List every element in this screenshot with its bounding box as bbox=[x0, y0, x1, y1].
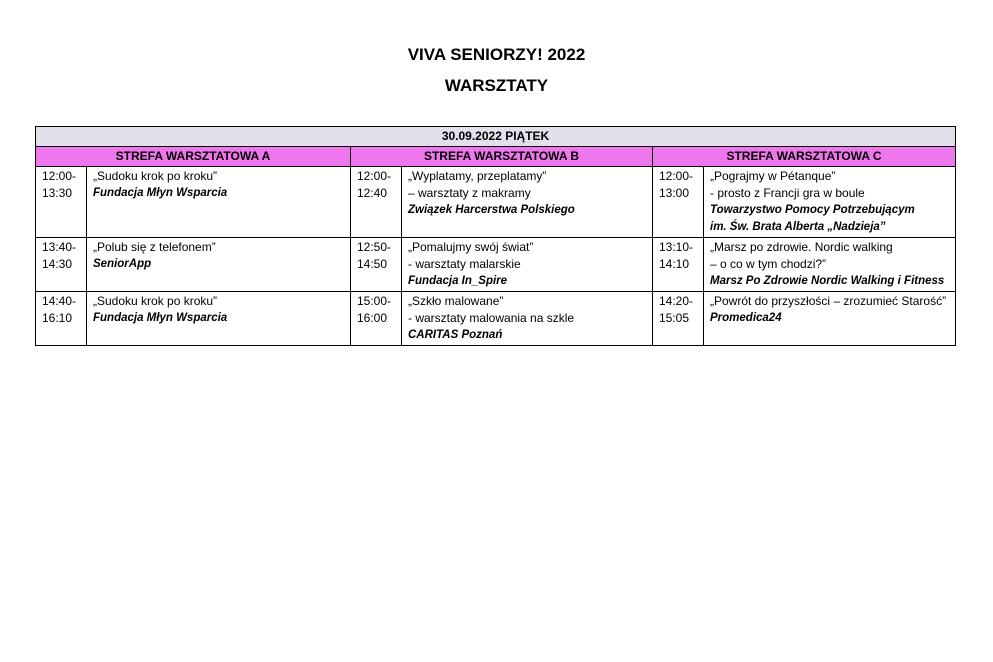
zone-a-time-cell bbox=[36, 167, 87, 238]
workshop-title-line: - warsztaty malarskie bbox=[408, 257, 521, 271]
time-line: 13:00 bbox=[659, 186, 690, 200]
time-line: 16:00 bbox=[357, 311, 388, 325]
time-line: 14:50 bbox=[357, 257, 388, 271]
time-line: 13:30 bbox=[42, 186, 73, 200]
organizer-line: Towarzystwo Pomocy Potrzebującym bbox=[710, 204, 915, 216]
workshop-title-line: „Marsz po zdrowie. Nordic walking bbox=[710, 240, 893, 254]
zone-a-workshop-cell bbox=[87, 238, 351, 292]
time-line: 13:10- bbox=[659, 240, 694, 254]
time-line: 14:40- bbox=[42, 294, 77, 308]
workshop-title-line: „Sudoku krok po kroku” bbox=[93, 169, 218, 183]
organizer-line: im. Św. Brata Alberta „Nadzieja” bbox=[710, 221, 886, 233]
zone-b-header: STREFA WARSZTATOWA B bbox=[351, 147, 653, 167]
date-header: 30.09.2022 PIĄTEK bbox=[36, 127, 956, 147]
zone-a-time-cell bbox=[36, 292, 87, 346]
workshop-title-line: „Polub się z telefonem” bbox=[93, 240, 216, 254]
time-line: 12:00- bbox=[42, 169, 77, 183]
organizer-line: Marsz Po Zdrowie Nordic Walking i Fitness bbox=[710, 275, 945, 287]
schedule-table bbox=[35, 126, 956, 346]
zone-c-workshop-cell bbox=[704, 167, 956, 238]
organizer-line: CARITAS Poznań bbox=[408, 329, 503, 341]
time-line: 13:40- bbox=[42, 240, 77, 254]
time-line: 14:10 bbox=[659, 257, 690, 271]
time-line: 14:30 bbox=[42, 257, 73, 271]
zone-b-workshop-cell bbox=[402, 167, 653, 238]
organizer-line: Fundacja Młyn Wsparcia bbox=[93, 187, 228, 199]
zone-b-workshop-cell bbox=[402, 292, 653, 346]
workshop-title-line: - prosto z Francji gra w boule bbox=[710, 186, 865, 200]
organizer-line: Fundacja In_Spire bbox=[408, 275, 508, 287]
zone-b-time-cell bbox=[351, 167, 402, 238]
time-line: 16:10 bbox=[42, 311, 73, 325]
zone-a-header: STREFA WARSZTATOWA A bbox=[36, 147, 351, 167]
workshop-title-line: „Pomalujmy swój świat” bbox=[408, 240, 534, 254]
workshop-title-line: „Pograjmy w Pétanque” bbox=[710, 169, 836, 183]
zone-c-header: STREFA WARSZTATOWA C bbox=[653, 147, 956, 167]
workshop-title-line: „Wyplatamy, przeplatamy” bbox=[408, 169, 547, 183]
zone-c-time-cell bbox=[653, 238, 704, 292]
organizer-line: Fundacja Młyn Wsparcia bbox=[93, 312, 228, 324]
time-line: 15:05 bbox=[659, 311, 690, 325]
time-line: 14:20- bbox=[659, 294, 694, 308]
document-title: VIVA SENIORZY! 2022 bbox=[407, 45, 586, 64]
workshop-title-line: „Powrót do przyszłości – zrozumieć Starość” bbox=[710, 294, 947, 308]
table-row bbox=[36, 238, 956, 292]
time-line: 12:50- bbox=[357, 240, 392, 254]
organizer-line: SeniorApp bbox=[93, 258, 152, 270]
time-line: 12:00- bbox=[357, 169, 392, 183]
zone-c-time-cell bbox=[653, 167, 704, 238]
workshop-title-line: – warsztaty z makramy bbox=[408, 186, 531, 200]
zone-a-workshop-cell bbox=[87, 167, 351, 238]
workshop-title-line: – o co w tym chodzi?” bbox=[710, 257, 827, 271]
zone-c-workshop-cell bbox=[704, 238, 956, 292]
table-row bbox=[36, 292, 956, 346]
workshop-title-line: - warsztaty malowania na szkle bbox=[408, 311, 575, 325]
zone-b-workshop-cell bbox=[402, 238, 653, 292]
zone-b-time-cell bbox=[351, 292, 402, 346]
zone-c-time-cell bbox=[653, 292, 704, 346]
table-row bbox=[36, 167, 956, 238]
workshop-title-line: „Szkło malowane” bbox=[408, 294, 504, 308]
time-line: 12:40 bbox=[357, 186, 388, 200]
organizer-line: Promedica24 bbox=[710, 312, 782, 324]
workshop-title-line: „Sudoku krok po kroku” bbox=[93, 294, 218, 308]
time-line: 12:00- bbox=[659, 169, 694, 183]
zone-a-workshop-cell bbox=[87, 292, 351, 346]
zone-b-time-cell bbox=[351, 238, 402, 292]
time-line: 15:00- bbox=[357, 294, 392, 308]
organizer-line: Związek Harcerstwa Polskiego bbox=[408, 204, 575, 216]
zone-a-time-cell bbox=[36, 238, 87, 292]
zone-c-workshop-cell bbox=[704, 292, 956, 346]
document-subtitle: WARSZTATY bbox=[444, 76, 549, 95]
